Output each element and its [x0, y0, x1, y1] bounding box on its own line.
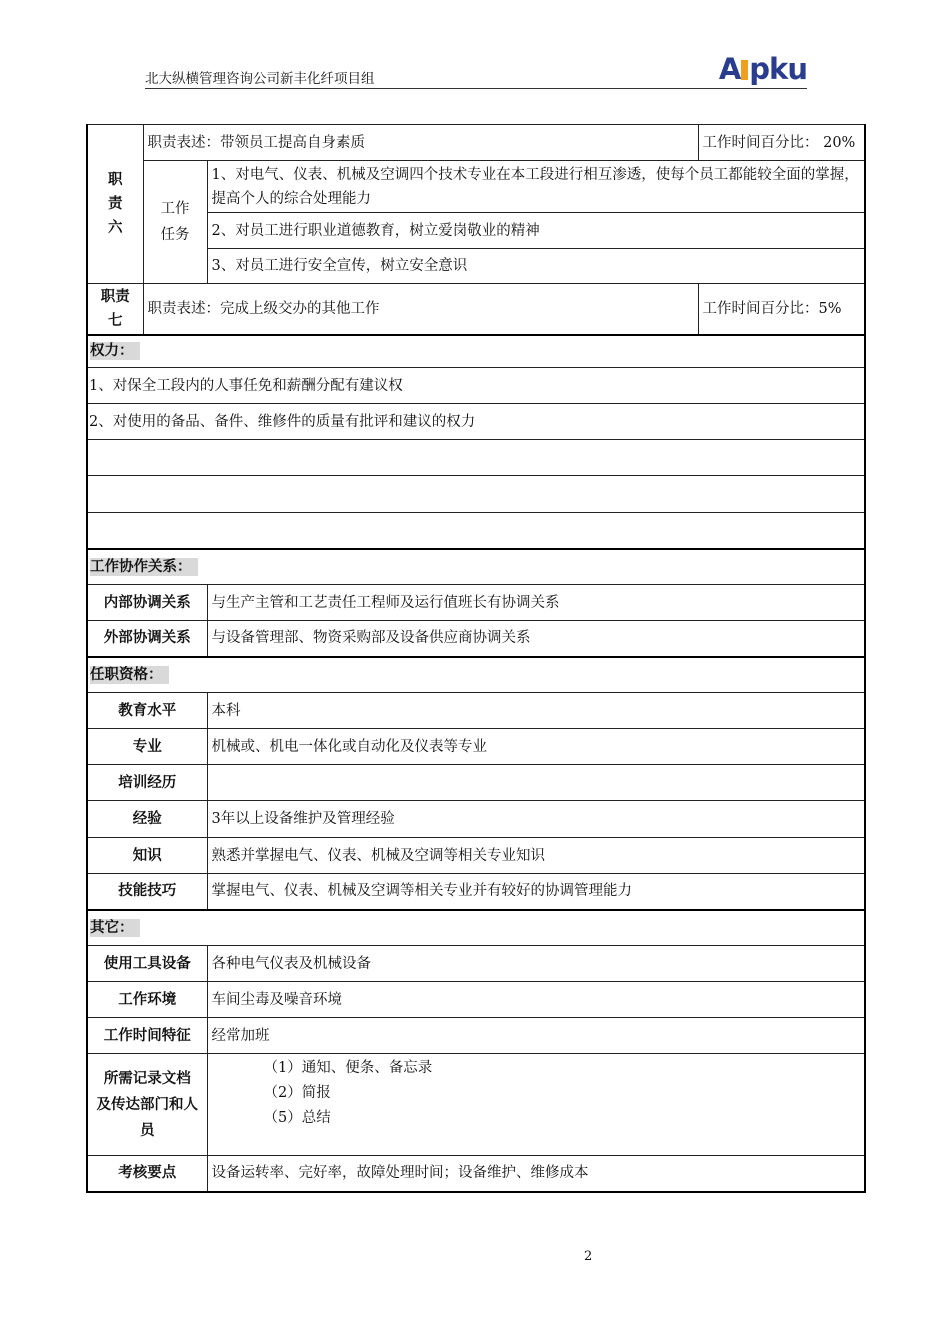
collab-internal-label: 内部协调关系 [87, 585, 207, 621]
duty6-time-pct: 工作时间百分比： 20% [698, 125, 865, 161]
duty7-time-pct: 工作时间百分比：5% [698, 284, 865, 335]
logo-mark [741, 60, 748, 80]
power-item-1: 1、对保全工段内的人事任免和薪酬分配有建议权 [87, 368, 865, 404]
duty6-label: 职 责 六 [87, 125, 143, 284]
other-value: 经常加班 [207, 1018, 865, 1054]
qual-label: 培训经历 [87, 765, 207, 801]
qual-label: 知识 [87, 838, 207, 874]
docs-item: （5）总结 [263, 1110, 331, 1126]
power-empty-row [87, 476, 865, 513]
other-title: 其它： [87, 910, 865, 946]
duty7-description: 职责表述：完成上级交办的其他工作 [143, 284, 698, 335]
duty6-task-1: 1、对电气、仪表、机械及空调四个技术专业在本工段进行相互渗透，使每个员工都能较全面的掌握，提高个人的综合处理能力 [207, 161, 865, 213]
qual-title: 任职资格： [87, 657, 865, 693]
duty6-task-label: 工作 任务 [143, 161, 207, 284]
qual-label: 教育水平 [87, 693, 207, 729]
other-label: 工作时间特征 [87, 1018, 207, 1054]
collab-external-value: 与设备管理部、物资采购部及设备供应商协调关系 [207, 621, 865, 657]
duty6-task-3: 3、对员工进行安全宣传，树立安全意识 [207, 249, 865, 284]
other-label: 工作环境 [87, 982, 207, 1018]
assess-label: 考核要点 [87, 1156, 207, 1192]
other-value: 车间尘毒及噪音环境 [207, 982, 865, 1018]
qual-value [207, 765, 865, 801]
duty6-description: 职责表述：带领员工提高自身素质 [143, 125, 698, 161]
collab-title: 工作协作关系： [87, 549, 865, 585]
assess-value: 设备运转率、完好率，故障处理时间；设备维护、维修成本 [207, 1156, 865, 1192]
power-empty-row [87, 513, 865, 549]
docs-label: 所需记录文档 及传达部门和人员 [87, 1054, 207, 1156]
duty6-task-2: 2、对员工进行职业道德教育，树立爱岗敬业的精神 [207, 213, 865, 249]
header-org: 北大纵横管理咨询公司新丰化纤项目组 [145, 71, 375, 87]
docs-list [207, 1054, 865, 1156]
qual-value: 熟悉并掌握电气、仪表、机械及空调等相关专业知识 [207, 838, 865, 874]
qual-value: 掌握电气、仪表、机械及空调等相关专业并有较好的协调管理能力 [207, 874, 865, 910]
other-value: 各种电气仪表及机械设备 [207, 946, 865, 982]
power-title: 权力： [87, 335, 865, 368]
other-label: 使用工具设备 [87, 946, 207, 982]
job-description-sheet [86, 124, 864, 1197]
docs-item: （1）通知、便条、备忘录 [263, 1060, 433, 1076]
power-item-2: 2、对使用的备品、备件、维修件的质量有批评和建议的权力 [87, 404, 865, 440]
qual-label: 专业 [87, 729, 207, 765]
page-header [145, 52, 807, 89]
qual-label: 经验 [87, 801, 207, 838]
collab-internal-value: 与生产主管和工艺责任工程师及运行值班长有协调关系 [207, 585, 865, 621]
qual-value: 3年以上设备维护及管理经验 [207, 801, 865, 838]
page-number: 2 [584, 1249, 593, 1264]
qual-value: 机械或、机电一体化或自动化及仪表等专业 [207, 729, 865, 765]
duty7-label: 职责 七 [87, 284, 143, 335]
logo: A pku [718, 52, 807, 86]
qual-value: 本科 [207, 693, 865, 729]
qual-label: 技能技巧 [87, 874, 207, 910]
power-empty-row [87, 440, 865, 476]
docs-item: （2）简报 [263, 1085, 331, 1101]
collab-external-label: 外部协调关系 [87, 621, 207, 657]
